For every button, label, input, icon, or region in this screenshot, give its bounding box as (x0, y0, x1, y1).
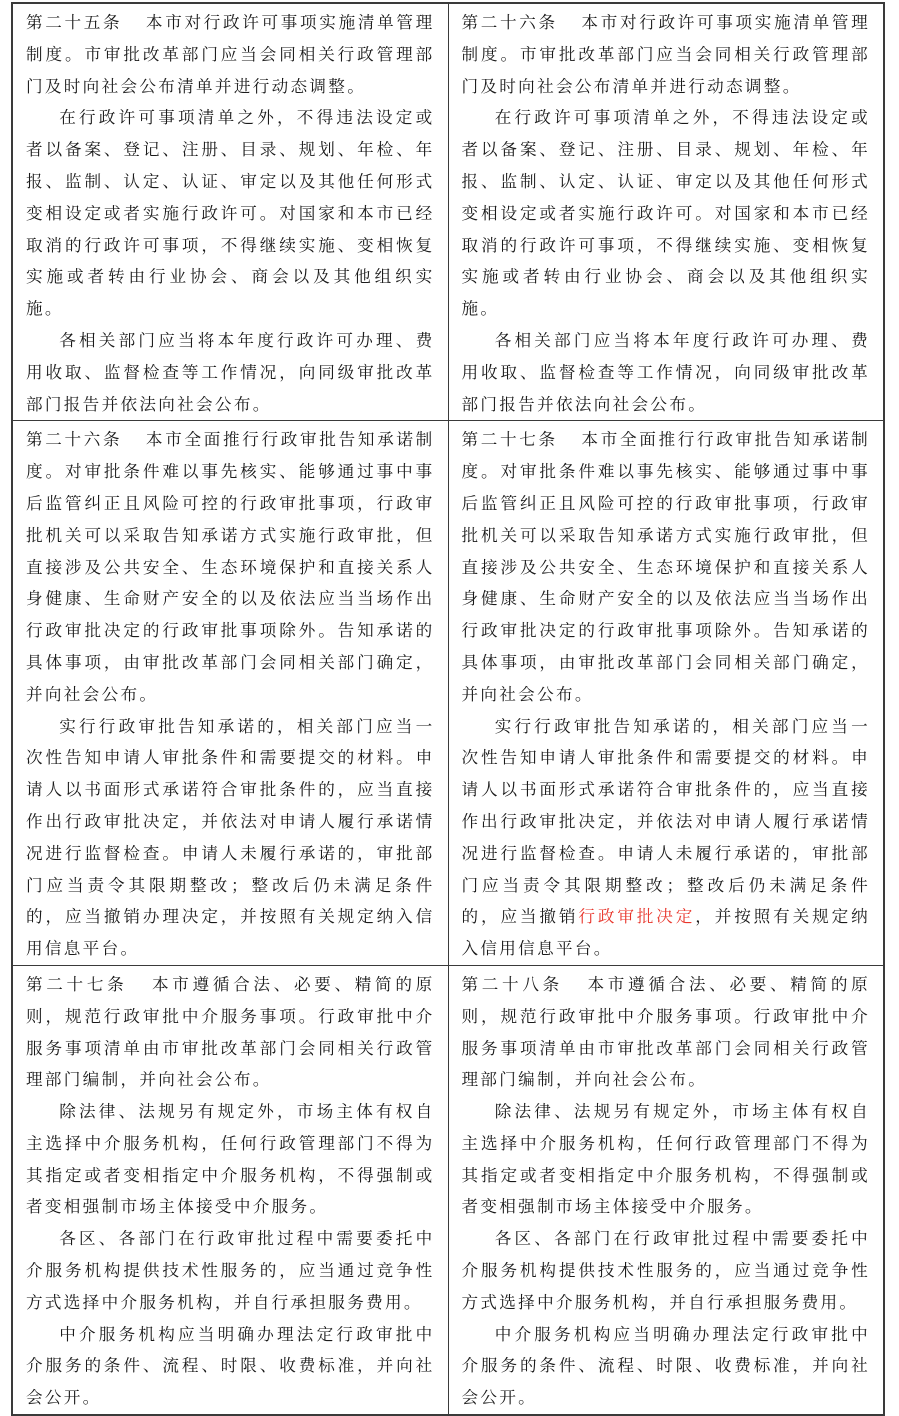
old-text-cell (12, 965, 448, 1415)
new-text-cell (448, 965, 884, 1415)
paragraph-text: 本市对行政许可事项实施清单管理制度。市审批改革部门应当会同相关行政管理部门及时向社会公布清单并进行动态调整。 (26, 13, 435, 96)
new-text-cell (448, 3, 884, 421)
paragraph: 实行行政审批告知承诺的，相关部门应当一次性告知申请人审批条件和需要提交的材料。申请人以书面形式承诺符合审批条件的，应当直接作出行政审批决定，并依法对申请人履行承诺情况进行监督检查。申请人未履行承诺的，审批部门应当责令其限期整改；整改后仍未满足条件的，应当撤销办理决定，并按照有关规定纳入信用信息平台。 (26, 716, 435, 959)
paragraph: 在行政许可事项清单之外，不得违法设定或者以备案、登记、注册、目录、规划、年检、年报、监制、认定、认证、审定以及其他任何形式变相设定或者实施行政许可。对国家和本市已经取消的行政许可事项，不得继续实施、变相恢复实施或者转由行业协会、商会以及其他组织实施。 (461, 108, 870, 319)
article-first-paragraph (26, 969, 435, 1096)
article-number: 第二十八条 (461, 974, 563, 994)
article-number: 第二十七条 (461, 430, 558, 450)
paragraph-text: 本市全面推行行政审批告知承诺制度。对审批条件难以事先核实、能够通过事中事后监管纠正且风险可控的行政审批事项，行政审批机关可以采取告知承诺方式实施行政审批，但直接涉及公共安全、生态环境保护和直接关系人身健康、生命财产安全的以及依法应当当场作出行政审批决定的行政审批事项除外。告知承诺的具体事项，由审批改革部门会同相关部门确定，并向社会公布。 (26, 430, 435, 704)
paragraph-text: 本市对行政许可事项实施清单管理制度。市审批改革部门应当会同相关行政管理部门及时向社会公布清单并进行动态调整。 (461, 13, 871, 96)
paragraph: 除法律、法规另有规定外，市场主体有权自主选择中介服务机构，任何行政管理部门不得为其指定或者变相指定中介服务机构，不得强制或者变相强制市场主体接受中介服务。 (461, 1102, 870, 1217)
paragraph-text: 本市遵循合法、必要、精简的原则，规范行政审批中介服务事项。行政审批中介服务事项清单由市审批改革部门会同相关行政管理部门编制，并向社会公布。 (461, 974, 871, 1090)
article-first-paragraph (462, 424, 871, 710)
article-number: 第二十六条 (461, 13, 558, 32)
new-text-cell (448, 421, 884, 966)
paragraph: 中介服务机构应当明确办理法定行政审批中介服务的条件、流程、时限、收费标准，并向社会公开。 (461, 1324, 870, 1408)
paragraph: 在行政许可事项清单之外，不得违法设定或者以备案、登记、注册、目录、规划、年检、年报、监制、认定、认证、审定以及其他任何形式变相设定或者实施行政许可。对国家和本市已经取消的行政许可事项，不得继续实施、变相恢复实施或者转由行业协会、商会以及其他组织实施。 (26, 108, 435, 319)
comparison-table (11, 2, 885, 1416)
old-text-cell (12, 421, 448, 966)
table-row (12, 3, 884, 421)
paragraph: 各区、各部门在行政审批过程中需要委托中介服务机构提供技术性服务的，应当通过竞争性方式选择中介服务机构，并自行承担服务费用。 (461, 1229, 870, 1312)
article-first-paragraph (462, 7, 871, 102)
article-first-paragraph (462, 969, 871, 1096)
paragraph (462, 711, 871, 965)
article-number: 第二十五条 (26, 13, 123, 32)
paragraph-text: 本市全面推行行政审批告知承诺制度。对审批条件难以事先核实、能够通过事中事后监管纠正且风险可控的行政审批事项，行政审批机关可以采取告知承诺方式实施行政审批，但直接涉及公共安全、生态环境保护和直接关系人身健康、生命财产安全的以及依法应当当场作出行政审批决定的行政审批事项除外。告知承诺的具体事项，由审批改革部门会同相关部门确定，并向社会公布。 (461, 430, 871, 704)
paragraph: 各相关部门应当将本年度行政许可办理、费用收取、监督检查等工作情况，向同级审批改革部门报告并依法向社会公布。 (461, 330, 870, 414)
old-text-cell (12, 3, 448, 421)
paragraph: 各相关部门应当将本年度行政许可办理、费用收取、监督检查等工作情况，向同级审批改革部门报告并依法向社会公布。 (26, 330, 435, 414)
table-row (12, 965, 884, 1415)
article-first-paragraph (26, 7, 435, 102)
paragraph: 中介服务机构应当明确办理法定行政审批中介服务的条件、流程、时限、收费标准，并向社会公开。 (26, 1324, 435, 1408)
paragraph: 除法律、法规另有规定外，市场主体有权自主选择中介服务机构，任何行政管理部门不得为其指定或者变相指定中介服务机构，不得强制或者变相强制市场主体接受中介服务。 (26, 1102, 435, 1217)
paragraph-text: 本市遵循合法、必要、精简的原则，规范行政审批中介服务事项。行政审批中介服务事项清单由市审批改革部门会同相关行政管理部门编制，并向社会公布。 (26, 974, 435, 1090)
paragraph-text: 实行行政审批告知承诺的，相关部门应当一次性告知申请人审批条件和需要提交的材料。申请人以书面形式承诺符合审批条件的，应当直接作出行政审批决定，并依法对申请人履行承诺情况进行监督检查。申请人未履行承诺的，审批部门应当责令其限期整改；整改后仍未满足条件的，应当撤销 (461, 716, 870, 927)
table-row (12, 421, 884, 966)
paragraph-text: ，并按照有关规定纳入信用信息平台。 (461, 907, 870, 959)
article-number: 第二十六条 (26, 430, 123, 450)
changed-text-highlight: 行政审批决定 (578, 907, 696, 927)
article-first-paragraph (26, 424, 435, 710)
article-number: 第二十七条 (26, 974, 128, 994)
paragraph: 各区、各部门在行政审批过程中需要委托中介服务机构提供技术性服务的，应当通过竞争性方式选择中介服务机构，并自行承担服务费用。 (26, 1229, 435, 1312)
